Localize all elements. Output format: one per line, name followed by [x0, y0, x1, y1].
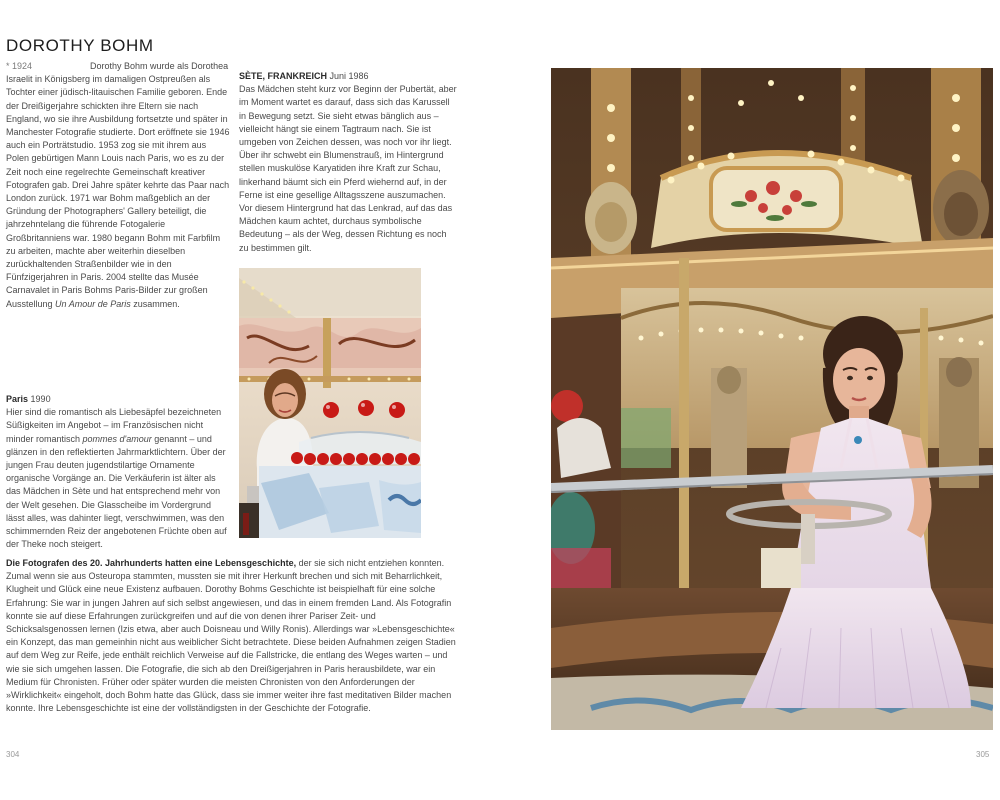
caption-paris	[6, 393, 230, 551]
caption-paris-text-a: Hier sind die romantisch als Liebesäpfel bezeichneten Süßigkeiten im Angebot – im Französischen nicht minder romantisch	[6, 407, 222, 444]
biography-end: zusammen.	[130, 298, 180, 309]
photo-sete-illustration	[551, 68, 993, 730]
caption-sete-heading: SÈTE, FRANKREICH	[239, 71, 328, 81]
photo-paris-apple-seller	[239, 268, 421, 538]
caption-sete-date: Juni 1986	[329, 71, 369, 81]
caption-paris-text-b: genannt – und glänzen in den reflektierten Jahrmarktlichtern. Über der jungen Frau deuten jugendstilartige Ornamente organische Vorgänge an. Die Verkäuferin ist älter als das Mädchen in Sète und hat entsprechend mehr von der Welt gesehen. Die Glasscheibe im Vordergrund lässt alles, was dahinter liegt, verschwimmen, was den schimmernden Reiz der angebotenen Früchte oben auf der Theke noch steigert.	[6, 433, 227, 550]
exhibition-title: Un Amour de Paris	[55, 298, 131, 309]
biography-text	[6, 60, 230, 311]
essay-body: der sie sich nicht entziehen konnten. Zumal wenn sie aus Osteuropa stammten, mussten sie mit ihrer Herkunft brechen und sich mit Beharrlichkeit, Klugheit und Glück eine neue Existenz aufbauen. Dorothy Bohms Geschichte ist beispielhaft für eine solche Erfahrung: Sie war in jungen Jahren auf sich selbst angewiesen, und das in einem fremden Land. Als Fotografin konnte sie auf diese Erfahrungen zurückgreifen und auf die von denen ihrer Pariser Zeit- und Schicksalsgenossen lernen (Izis etwa, aber auch Doisneau und Willy Ronis). Allerdings war »Lebensgeschichte« ein Konzept, das man gemeinhin nicht aus weiblicher Sicht betrachtete. Diese beiden Aufnahmen zeigen Stadien auf dem Weg zur Reife, jede enthält reichlich Verweise auf die Fallstricke, die entlang des Weges warten – und wie sie sich umgehen lassen. Die Fotografie, die sich ab den Dreißigerjahren in Paris herausbildete, war ein Medium für Chronisten. Früher oder später wurden die meisten Chronisten von den Anforderungen der »Wirklichkeit« eingeholt, doch Bohm hatte das Glück, dass sie immer weiter ihre fast meditativen Bilder machen konnte. Ihre Lebensgeschichte ist eine der vollständigsten in der Geschichte der Fotografie.	[6, 558, 456, 714]
essay-lead: Die Fotografen des 20. Jahrhunderts hatten eine Lebensgeschichte,	[6, 558, 297, 568]
caption-sete	[239, 70, 457, 255]
birth-year: * 1924	[6, 61, 33, 71]
photo-sete-carousel-girl	[551, 68, 993, 730]
essay-text	[6, 557, 458, 715]
caption-paris-date: 1990	[30, 394, 51, 404]
page-number-right: 305	[976, 750, 990, 759]
page-number-left: 304	[6, 750, 20, 759]
biography-body: Dorothy Bohm wurde als Dorothea Israelit in Königsberg im damaligen Ostpreußen als Tochter einer jüdisch-litauischen Familie geboren. Ende der Dreißigerjahre schickten ihre Eltern sie nach England, wo sie ihre Ausbildung fortsetzte und später in Manchester Fotografie studierte. Dort eröffnete sie 1946 auch ein Porträtstudio. 1953 zog sie mit ihrem aus Polen gebürtigen Mann Louis nach Paris, wo es zu der Zeit noch eine regelrechte Gemeinschaft kreativer Fotografen gab. Drei Jahre später kehrte das Paar nach London zurück. 1971 war Bohm maßgeblich an der Gründung der Photographers' Gallery beteiligt, die jahrzehntelang die führende Fotogalerie Großbritanniens war. 1980 begann Bohm mit Farbfilm zu arbeiten, machte aber weiterhin dieselben zurückhaltenden Straßenbilder wie in den Fünfzigerjahren in Paris. 2004 stellte das Musée Carnavalet in Paris Bohms Paris-Bilder zur großen Ausstellung	[6, 61, 230, 309]
caption-paris-em: pommes d'amour	[82, 433, 152, 444]
caption-paris-heading: Paris	[6, 394, 29, 404]
page-title: DOROTHY BOHM	[6, 36, 154, 55]
caption-sete-text: Das Mädchen steht kurz vor Beginn der Pubertät, aber im Moment wartet es darauf, dass sich das Karussell in Bewegung setzt. Sie sieht etwas bänglich aus – vielleicht hängt sie einem Tagtraum nach. Sie ist umgeben von Zeichen dessen, was noch vor ihr liegt. Über ihr schwebt ein Blumenstrauß, im Hintergrund stellen muskulöse Karyatiden ihre Kraft zur Schau, linkerhand bäumt sich ein Pferd wiehernd auf, in der Ferne ist eine gesellige Alltagsszene auszumachen. Vor diesem Hintergrund hat das Lenkrad, auf das das Mädchen kaum achtet, durchaus symbolische Bedeutung – als der Weg, dessen Richtung es noch zu bestimmen gilt.	[239, 84, 457, 253]
photo-paris-illustration	[239, 268, 421, 538]
